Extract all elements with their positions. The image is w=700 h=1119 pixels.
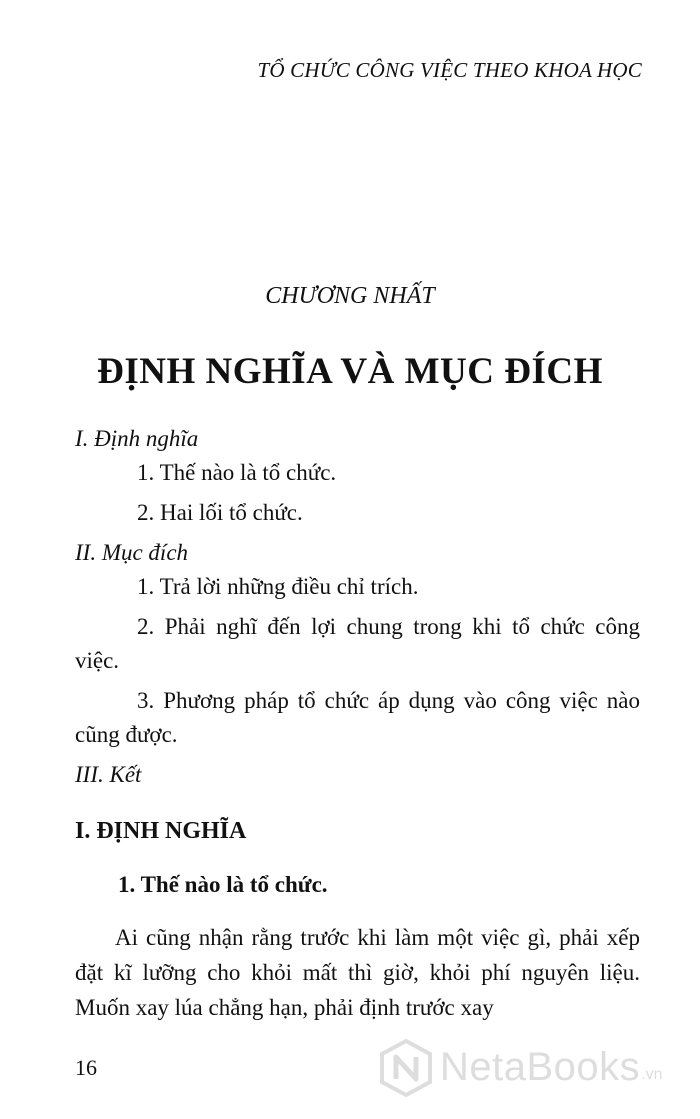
outline-item: 1. Thế nào là tổ chức. <box>137 460 337 485</box>
netabooks-logo-icon <box>380 1039 432 1097</box>
body-paragraph: Ai cũng nhận rằng trước khi làm một việc gì, phải xếp đặt kĩ lưỡng cho khỏi mất thì giờ, khỏi phí nguyên liệu. Muốn xay lúa chẳng hạn, phải định trước xay <box>75 925 640 1020</box>
running-head: TỔ CHỨC CÔNG VIỆC THEO KHOA HỌC <box>257 58 642 82</box>
watermark <box>380 1030 698 1105</box>
outline-section-heading: II. Mục đích <box>75 540 189 565</box>
chapter-outline <box>75 422 640 796</box>
chapter-label: CHƯƠNG NHẤT <box>265 283 435 309</box>
outline-section <box>75 422 640 530</box>
outline-section <box>75 536 640 752</box>
outline-section <box>75 758 640 792</box>
watermark-brand: NetaBooks <box>440 1045 641 1089</box>
watermark-suffix: .vn <box>641 1065 663 1083</box>
chapter-title: ĐỊNH NGHĨA VÀ MỤC ĐÍCH <box>97 351 603 392</box>
section-heading: I. ĐỊNH NGHĨA <box>75 818 247 844</box>
outline-item: 3. Phương pháp tổ chức áp dụng vào công việc nào cũng được. <box>75 688 640 747</box>
outline-item: 2. Phải nghĩ đến lợi chung trong khi tổ chức công việc. <box>75 614 640 673</box>
outline-section-heading: I. Định nghĩa <box>75 426 199 451</box>
outline-item: 1. Trả lời những điều chỉ trích. <box>137 574 419 599</box>
page-number: 16 <box>75 1055 97 1080</box>
outline-section-heading: III. Kết <box>75 762 142 787</box>
outline-item: 2. Hai lối tổ chức. <box>137 500 303 525</box>
subsection-heading: 1. Thế nào là tổ chức. <box>118 872 328 897</box>
